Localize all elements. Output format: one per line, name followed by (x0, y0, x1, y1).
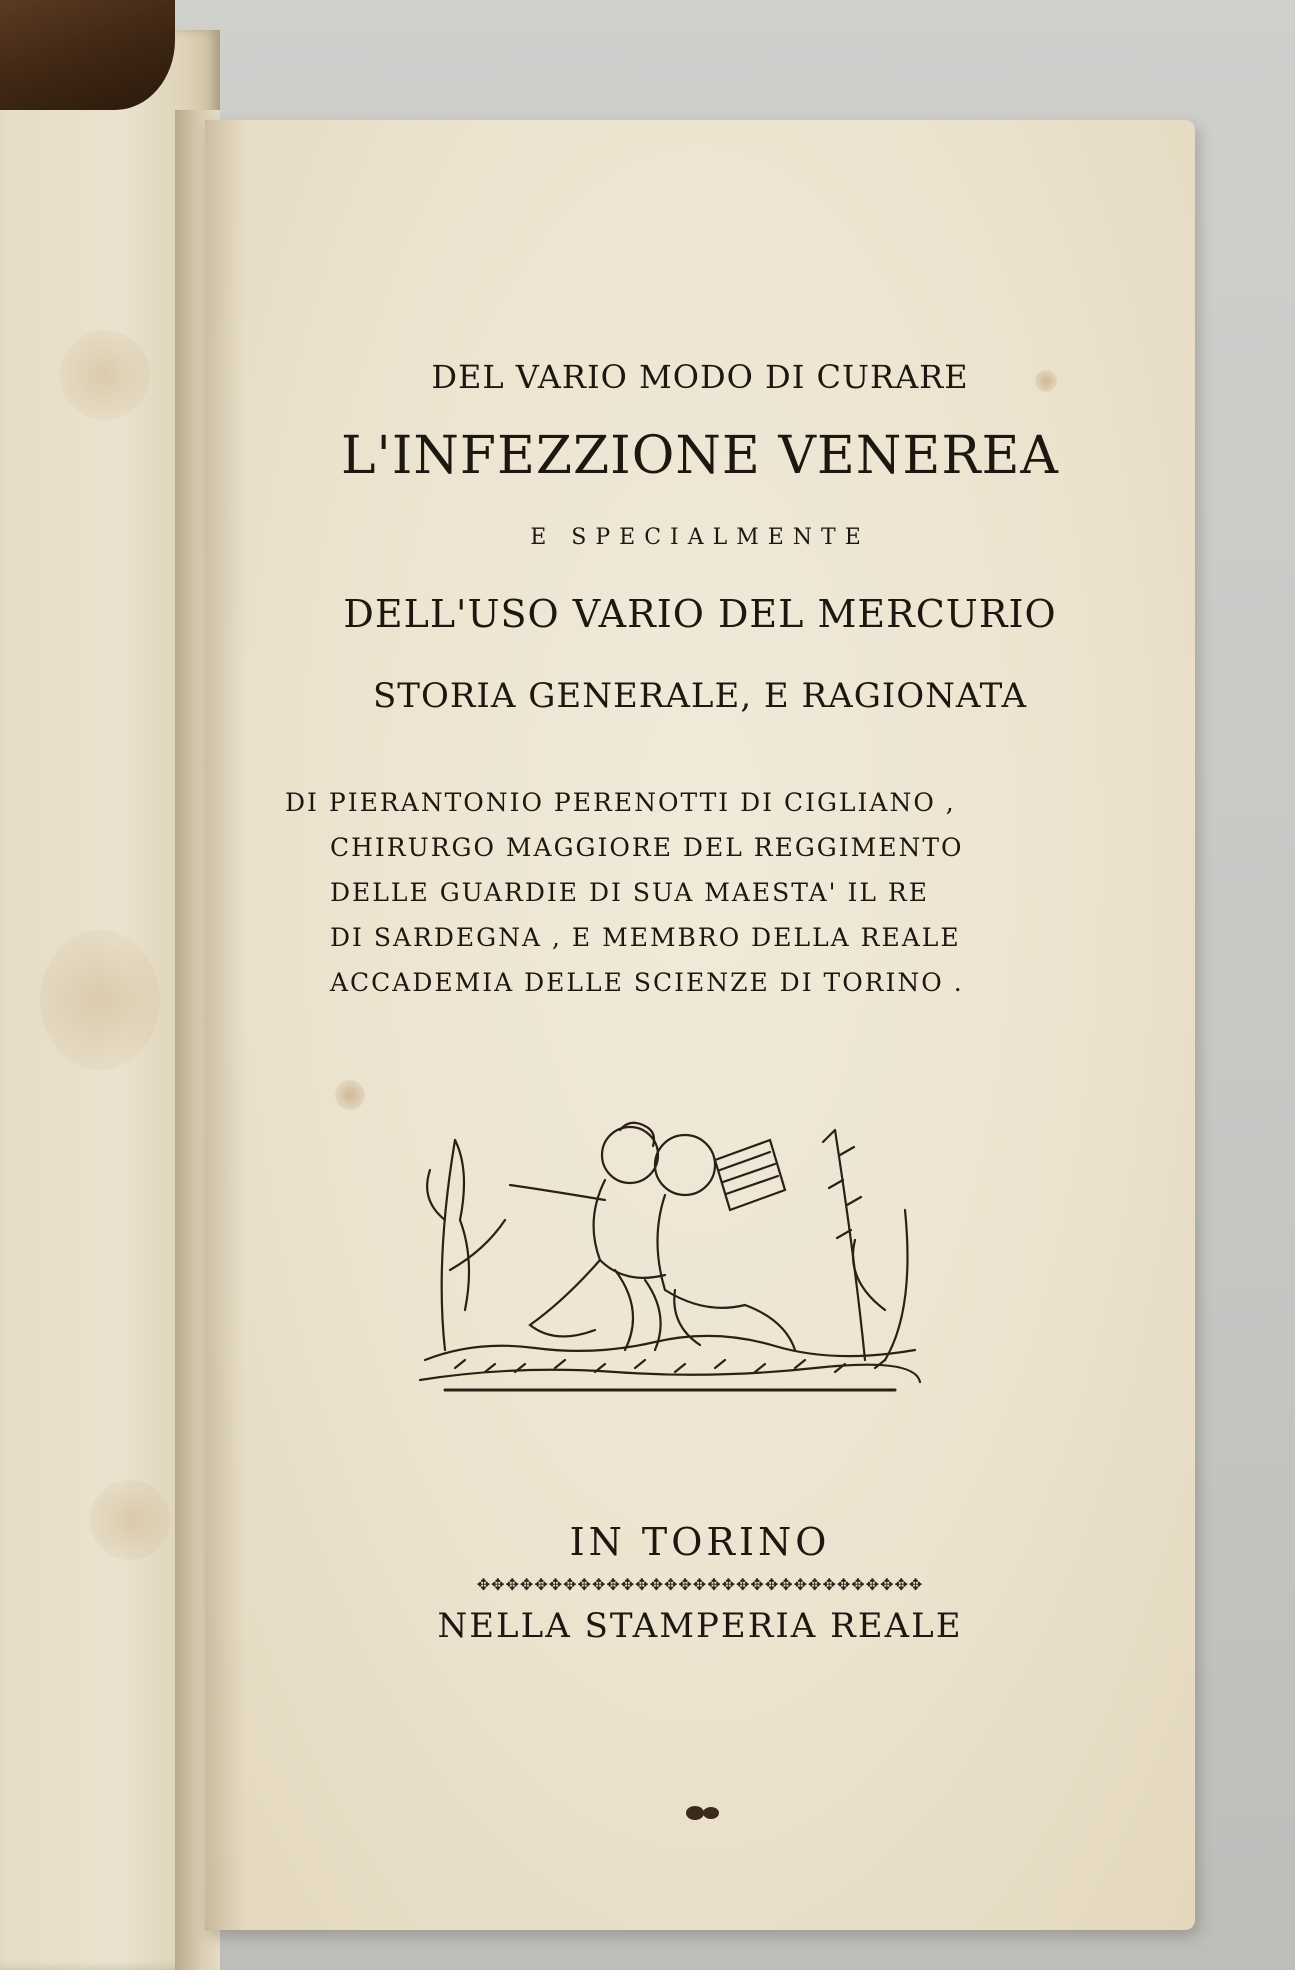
author-line: DELLE GUARDIE DI SUA MAESTA' IL RE (330, 878, 929, 907)
putti-reading-woodcut-icon (415, 1110, 925, 1400)
author-line: DI PIERANTONIO PERENOTTI DI CIGLIANO , (285, 788, 956, 817)
foxing-spot (335, 1080, 365, 1110)
author-line: CHIRURGO MAGGIORE DEL REGGIMENTO (330, 833, 964, 862)
imprint-place: IN TORINO (569, 1520, 831, 1564)
author-line: ACCADEMIA DELLE SCIENZE DI TORINO . (330, 968, 964, 997)
ornament-rule: ✥✥✥✥✥✥✥✥✥✥✥✥✥✥✥✥✥✥✥✥✥✥✥✥✥✥✥✥✥✥✥ (476, 1575, 924, 1594)
author-block (285, 780, 1025, 1005)
title-line-3: E SPECIALMENTE (530, 525, 870, 550)
title-page (205, 120, 1195, 1930)
foxing-spot (60, 330, 150, 420)
foxing-spot (90, 1480, 170, 1560)
author-line: DI SARDEGNA , E MEMBRO DELLA REALE (330, 923, 961, 952)
foxing-spot (40, 930, 160, 1070)
ink-blot-icon (683, 1803, 723, 1823)
main-title: L'INFEZZIONE VENEREA (341, 426, 1059, 486)
subtitle: STORIA GENERALE, E RAGIONATA (372, 676, 1027, 716)
leather-board-corner (0, 0, 175, 110)
title-line-1: DEL VARIO MODO DI CURARE (431, 358, 969, 396)
imprint-printer: NELLA STAMPERIA REALE (437, 1606, 963, 1646)
title-line-4: DELL'USO VARIO DEL MERCURIO (343, 592, 1057, 636)
